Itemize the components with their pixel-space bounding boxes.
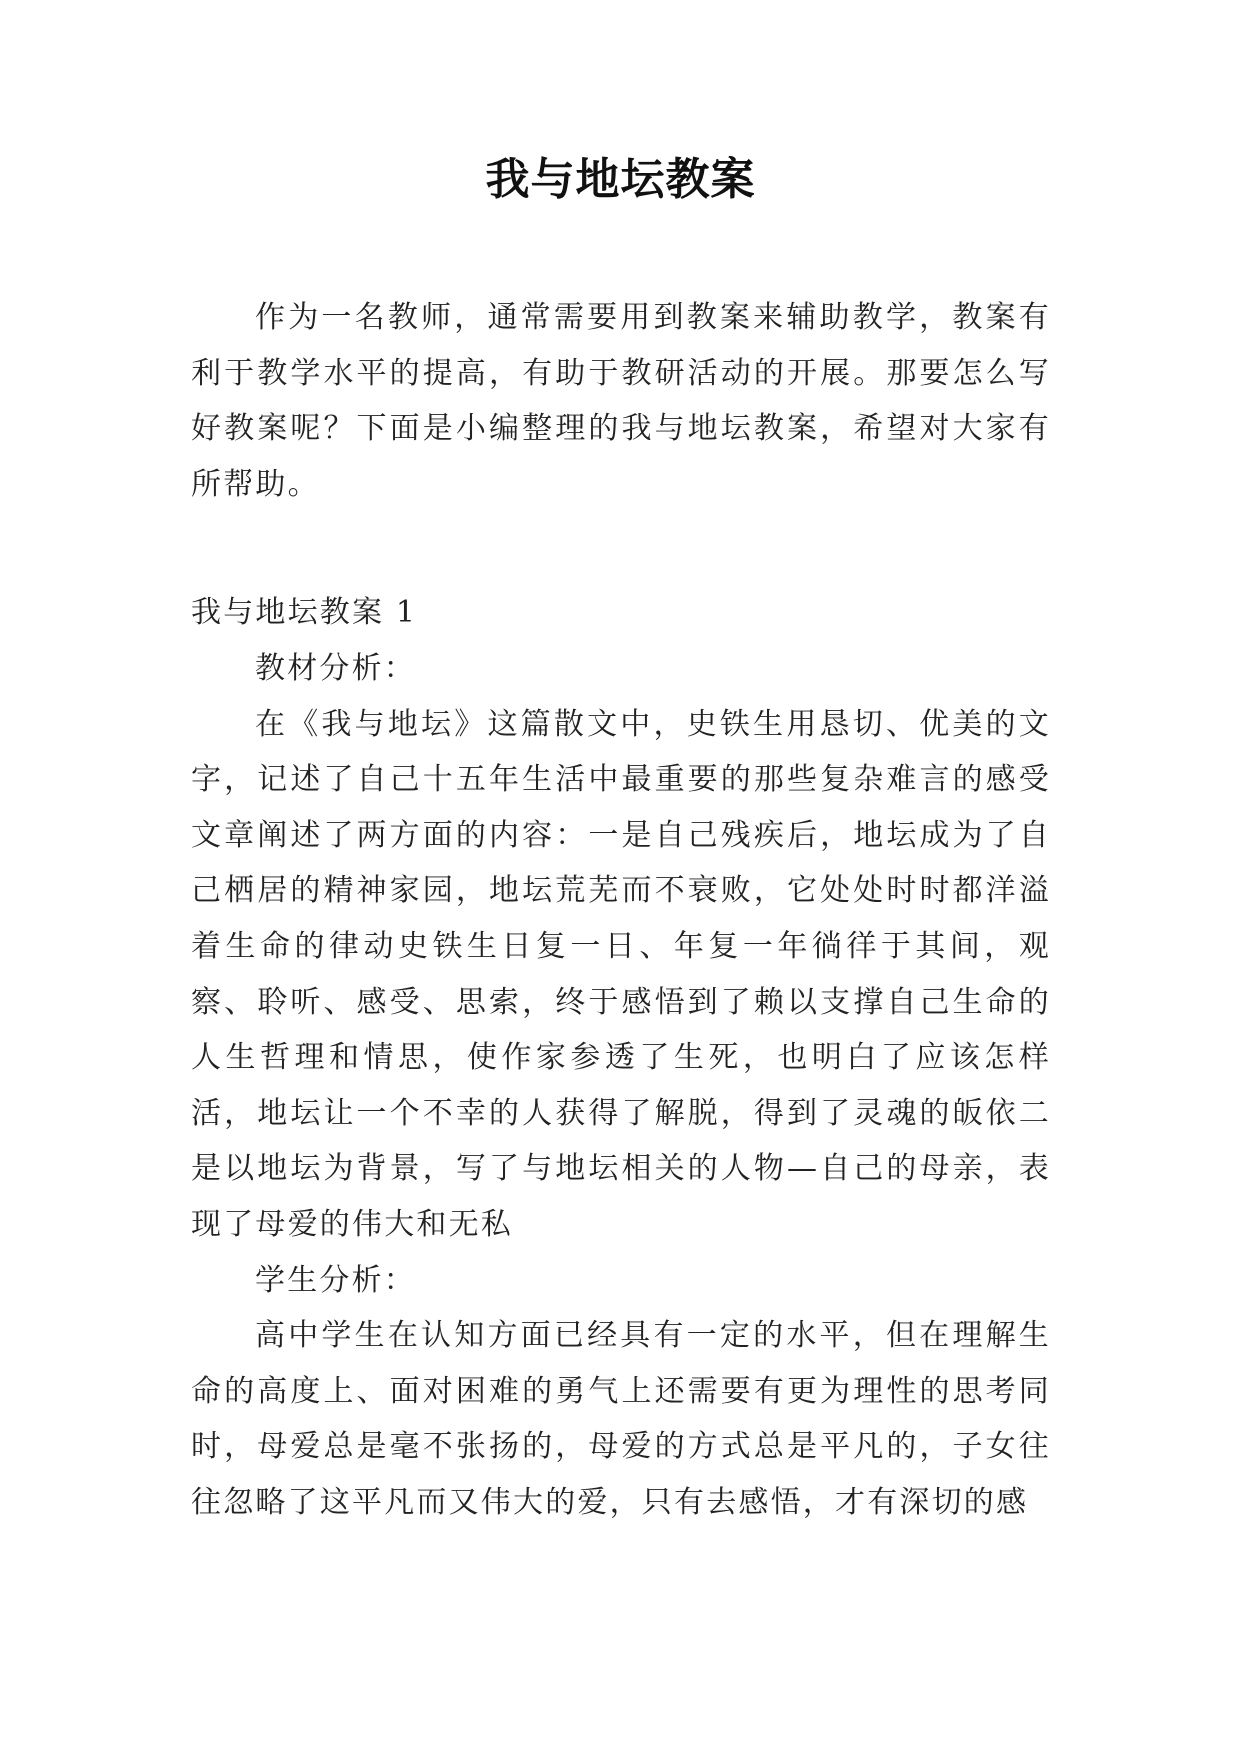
student-analysis-paragraph: 高中学生在认知方面已经具有一定的水平，但在理解生命的高度上、面对困难的勇气上还需要有更为理性的思考同时，母爱总是毫不张扬的，母爱的方式总是平凡的，子女往往忽略了这平凡而又伟大的爱，只有去感悟，才有深切的感 [191,1318,1051,1520]
student-analysis-heading: 学生分析： [255,1262,416,1298]
material-analysis-paragraph: 在《我与地坛》这篇散文中，史铁生用恳切、优美的文字，记述了自己十五年生活中最重要的那些复杂难言的感受文章阐述了两方面的内容：一是自己残疾后，地坛成为了自己栖居的精神家园，地坛荒芜而不衰败，它处处时时都洋溢着生命的律动史铁生日复一日、年复一年徜徉于其间，观察、聆听、感受、思索，终于感悟到了赖以支撑自己生命的人生哲理和情思，使作家参透了生死，也明白了应该怎样活，地坛让一个不幸的人获得了解脱，得到了灵魂的皈依二是以地坛为背景，写了与地坛相关的人物—自己的母亲，表现了母爱的伟大和无私 [191,706,1051,1242]
document-title: 我与地坛教案 [485,154,756,205]
document-body [191,290,1051,1530]
intro-paragraph: 作为一名教师，通常需要用到教案来辅助教学，教案有利于教学水平的提高，有助于教研活动的开展。那要怎么写好教案呢？下面是小编整理的我与地坛教案，希望对大家有所帮助。 [191,300,1051,502]
material-analysis-heading: 教材分析： [255,650,416,686]
section-title: 我与地坛教案 1 [191,595,418,631]
